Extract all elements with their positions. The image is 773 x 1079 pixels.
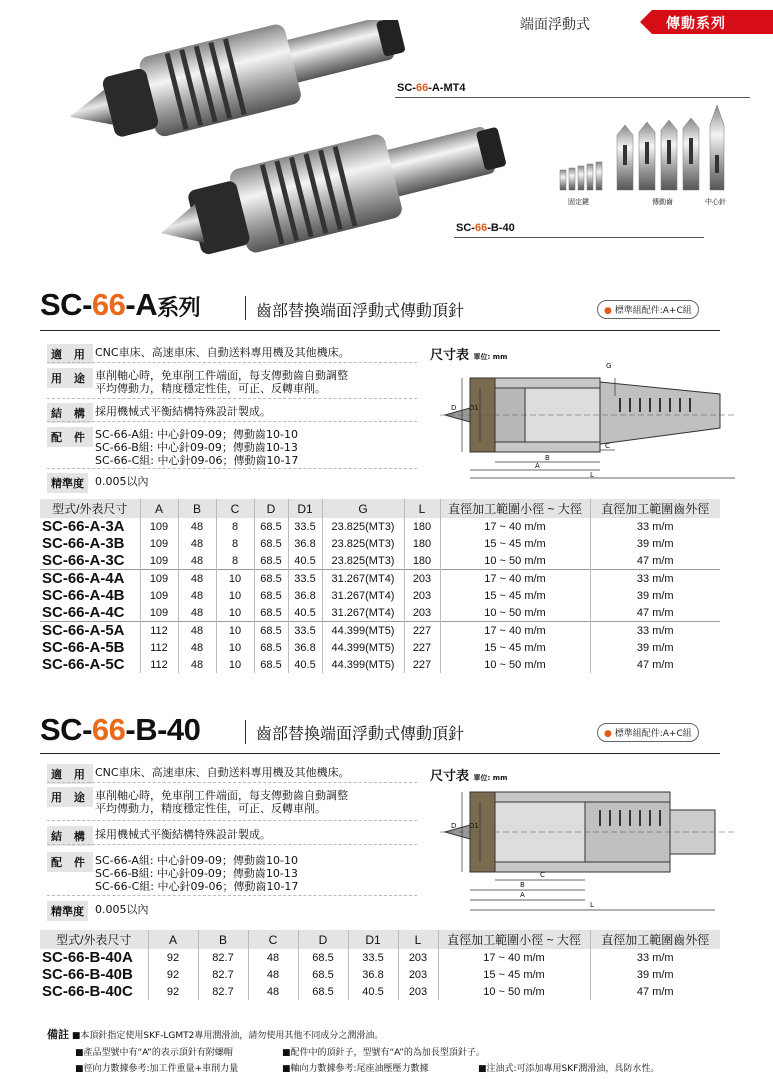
value-cell: 40.5 xyxy=(348,983,398,1000)
purpose-value: 車削軸心時，免車削工件端面，每支傳動齒自動調整 平均傳動力，精度穩定性佳，可正、反轉車削。 xyxy=(95,369,348,395)
value-cell: 48 xyxy=(178,587,216,604)
parts-photo xyxy=(555,100,740,200)
table-row xyxy=(40,639,720,656)
use-label: 適 用 xyxy=(47,344,93,364)
model-cell: SC-66-A-5A xyxy=(40,622,140,640)
model-cell: SC-66-A-4C xyxy=(40,604,140,622)
value-cell: 10 ~ 50 m/m xyxy=(440,604,590,622)
dim-label-C: C xyxy=(605,442,610,450)
value-cell: 92 xyxy=(148,966,198,983)
note-3: ■配件中的頂針子，型號有“A”的為加長型頂針子。 xyxy=(282,1048,485,1058)
section-b-title: SC-66-B-40 xyxy=(40,712,201,747)
value-cell: 227 xyxy=(404,656,440,673)
dim-label-G: G xyxy=(606,362,612,370)
value-cell: 227 xyxy=(404,622,440,640)
value-cell: 8 xyxy=(216,552,254,570)
value-cell: 33 m/m xyxy=(590,622,720,640)
part-label-key: 固定鍵 xyxy=(568,198,589,206)
model-cell: SC-66-B-40A xyxy=(40,949,148,966)
table-row xyxy=(40,604,720,622)
value-cell: 68.5 xyxy=(254,535,288,552)
photo-label-a: SC-66-A-MT4 xyxy=(397,82,466,94)
value-cell: 31.267(MT4) xyxy=(322,587,404,604)
precision-value: 0.005以內 xyxy=(95,475,149,488)
value-cell: 112 xyxy=(140,622,178,640)
precision-value: 0.005以內 xyxy=(95,903,149,916)
value-cell: 33 m/m xyxy=(636,520,674,533)
value-cell: 47 m/m xyxy=(636,606,674,619)
value-cell: 10 ~ 50 m/m xyxy=(438,983,590,1000)
value-cell: 203 xyxy=(404,570,440,588)
value-cell: 48 xyxy=(178,552,216,570)
value-cell: 15 ~ 45 m/m xyxy=(438,966,590,983)
value-cell: 68.5 xyxy=(298,966,348,983)
dim-label-D: D xyxy=(451,404,457,412)
value-cell: 203 xyxy=(398,949,438,966)
value-cell: 48 xyxy=(178,639,216,656)
precision-label: 精準度 xyxy=(47,901,88,921)
value-cell: 109 xyxy=(140,518,178,535)
value-cell: 112 xyxy=(140,639,178,656)
dim-label-B: B xyxy=(520,881,525,889)
note-1: 備註 ■本頂針指定使用SKF-LGMT2專用潤滑油，請勿使用其他不同成分之潤滑油。 xyxy=(47,1028,384,1041)
model-cell: SC-66-A-5B xyxy=(40,639,140,656)
dim-label-A: A xyxy=(520,891,525,899)
value-cell: 10 ~ 50 m/m xyxy=(440,552,590,570)
value-cell: 44.399(MT5) xyxy=(322,656,404,673)
value-cell: 10 xyxy=(216,604,254,622)
value-cell: 10 xyxy=(216,622,254,640)
value-cell: 68.5 xyxy=(298,983,348,1000)
value-cell: 180 xyxy=(404,518,440,535)
dim-label-D: D xyxy=(451,822,457,830)
table-row xyxy=(40,966,720,983)
value-cell: 39 m/m xyxy=(636,968,674,981)
value-cell: 48 xyxy=(178,656,216,673)
value-cell: 92 xyxy=(148,949,198,966)
table-row xyxy=(40,535,720,552)
value-cell: 68.5 xyxy=(254,604,288,622)
value-cell: 36.8 xyxy=(348,966,398,983)
dim-label-A: A xyxy=(535,462,540,470)
value-cell: 40.5 xyxy=(288,552,322,570)
struct-label: 結 構 xyxy=(47,403,93,423)
parts-value: SC-66-A組: 中心針09-09；傳動齒10-10 SC-66-B組: 中心針09-09；傳動齒10-13 SC-66-C組: 中心針09-06；傳動齒10-17 xyxy=(95,854,299,893)
dimension-drawing-a xyxy=(440,358,740,488)
value-cell: 33 m/m xyxy=(636,951,674,964)
section-b-rule xyxy=(40,753,720,754)
part-label-gear: 傳動齒 xyxy=(652,198,673,206)
part-label-center: 中心針 xyxy=(705,198,726,206)
use-value: CNC車床、高速車床、自動送料專用機及其他機床。 xyxy=(95,346,350,359)
struct-value: 採用機械式平衡結構特殊設計製成。 xyxy=(95,405,271,418)
divider xyxy=(47,362,417,363)
value-cell: 40.5 xyxy=(288,604,322,622)
divider xyxy=(47,820,417,821)
value-cell: 109 xyxy=(140,535,178,552)
purpose-label: 用 途 xyxy=(47,368,93,388)
title-separator xyxy=(245,720,246,744)
value-cell: 15 ~ 45 m/m xyxy=(440,535,590,552)
category-label: 端面浮動式 xyxy=(520,17,590,33)
value-cell: 48 xyxy=(178,518,216,535)
value-cell: 48 xyxy=(248,983,298,1000)
section-a-subtitle: 齒部替換端面浮動式傳動頂針 xyxy=(256,301,465,320)
section-a-rule xyxy=(40,330,720,331)
value-cell: 82.7 xyxy=(198,949,248,966)
table-row xyxy=(40,587,720,604)
dimension-title: 尺寸表 單位: mm xyxy=(430,769,508,784)
value-cell: 10 xyxy=(216,570,254,588)
value-cell: 203 xyxy=(404,604,440,622)
section-b-badge: ● 標準組配件:A+C組 xyxy=(597,723,699,742)
table-row xyxy=(40,518,720,535)
note-4: ■徑向力數據參考:加工件重量+車削力量 xyxy=(75,1064,239,1074)
section-a-badge: ● 標準組配件:A+C組 xyxy=(597,300,699,319)
value-cell: 17 ~ 40 m/m xyxy=(440,518,590,535)
value-cell: 44.399(MT5) xyxy=(322,639,404,656)
value-cell: 68.5 xyxy=(254,518,288,535)
value-cell: 109 xyxy=(140,604,178,622)
precision-label: 精準度 xyxy=(47,473,88,493)
dimension-title: 尺寸表 單位: mm xyxy=(430,348,508,363)
table-row xyxy=(40,570,720,588)
spec-table-b xyxy=(40,930,720,1000)
value-cell: 68.5 xyxy=(254,639,288,656)
product-photo xyxy=(40,20,540,290)
value-cell: 203 xyxy=(398,966,438,983)
value-cell: 10 xyxy=(216,656,254,673)
value-cell: 109 xyxy=(140,570,178,588)
value-cell: 8 xyxy=(216,535,254,552)
table-header: 型式/外表尺寸 A B C D D1 G L 直徑加工範圍小徑 ~ 大徑 直徑加工範圍齒外徑 xyxy=(40,499,720,518)
value-cell: 68.5 xyxy=(254,656,288,673)
value-cell: 227 xyxy=(404,639,440,656)
dim-label-L: L xyxy=(590,901,594,909)
parts-label: 配 件 xyxy=(47,852,93,872)
value-cell: 47 m/m xyxy=(636,985,674,998)
purpose-label: 用 途 xyxy=(47,787,93,807)
table-row xyxy=(40,552,720,570)
value-cell: 44.399(MT5) xyxy=(322,622,404,640)
value-cell: 17 ~ 40 m/m xyxy=(440,570,590,588)
divider xyxy=(47,398,417,399)
parts-label: 配 件 xyxy=(47,427,93,447)
note-5: ■軸向力數據參考:尾座油壓壓力數據 xyxy=(282,1064,429,1074)
section-a-title: SC-66-A系列 xyxy=(40,287,201,322)
dimension-drawing-b xyxy=(440,780,740,920)
model-cell: SC-66-A-3C xyxy=(40,552,140,570)
model-cell: SC-66-B-40B xyxy=(40,966,148,983)
photo-label-a-line xyxy=(395,97,750,98)
divider xyxy=(47,468,417,469)
value-cell: 33 m/m xyxy=(590,570,720,588)
value-cell: 48 xyxy=(178,622,216,640)
value-cell: 36.8 xyxy=(288,587,322,604)
value-cell: 203 xyxy=(398,983,438,1000)
model-cell: SC-66-B-40C xyxy=(40,983,148,1000)
use-label: 適 用 xyxy=(47,764,93,784)
value-cell: 33.5 xyxy=(288,518,322,535)
value-cell: 17 ~ 40 m/m xyxy=(438,949,590,966)
value-cell: 23.825(MT3) xyxy=(322,518,404,535)
model-cell: SC-66-A-4A xyxy=(40,570,140,588)
value-cell: 15 ~ 45 m/m xyxy=(440,587,590,604)
model-cell: SC-66-A-3A xyxy=(40,518,140,535)
spec-table-a xyxy=(40,499,720,673)
title-separator xyxy=(245,296,246,320)
value-cell: 17 ~ 40 m/m xyxy=(440,622,590,640)
value-cell: 68.5 xyxy=(254,552,288,570)
value-cell: 40.5 xyxy=(288,656,322,673)
value-cell: 47 m/m xyxy=(636,554,674,567)
dim-label-D1: D1 xyxy=(469,822,479,830)
model-cell: SC-66-A-4B xyxy=(40,587,140,604)
value-cell: 48 xyxy=(248,949,298,966)
value-cell: 31.267(MT4) xyxy=(322,570,404,588)
value-cell: 109 xyxy=(140,552,178,570)
photo-label-b-line xyxy=(454,237,704,238)
value-cell: 203 xyxy=(404,587,440,604)
value-cell: 82.7 xyxy=(198,966,248,983)
divider xyxy=(47,895,417,896)
table-row xyxy=(40,949,720,966)
value-cell: 23.825(MT3) xyxy=(322,552,404,570)
dim-label-L: L xyxy=(590,471,594,479)
value-cell: 33.5 xyxy=(288,570,322,588)
value-cell: 33.5 xyxy=(288,622,322,640)
value-cell: 48 xyxy=(178,535,216,552)
value-cell: 180 xyxy=(404,552,440,570)
table-row xyxy=(40,983,720,1000)
model-cell: SC-66-A-5C xyxy=(40,656,140,673)
value-cell: 10 ~ 50 m/m xyxy=(440,656,590,673)
model-cell: SC-66-A-3B xyxy=(40,535,140,552)
value-cell: 68.5 xyxy=(254,570,288,588)
value-cell: 39 m/m xyxy=(636,589,674,602)
note-6: ■注油式:可添加專用SKF潤滑油，具防水性。 xyxy=(478,1064,660,1074)
value-cell: 8 xyxy=(216,518,254,535)
note-2: ■產品型號中有“A”的表示頂針有附螺帽 xyxy=(75,1048,233,1058)
divider xyxy=(47,782,417,783)
divider xyxy=(47,844,417,845)
value-cell: 39 m/m xyxy=(636,641,674,654)
purpose-value: 車削軸心時，免車削工件端面，每支傳動齒自動調整 平均傳動力，精度穩定性佳，可正、反轉車削。 xyxy=(95,789,348,815)
value-cell: 112 xyxy=(140,656,178,673)
value-cell: 47 m/m xyxy=(636,658,674,671)
value-cell: 48 xyxy=(178,604,216,622)
value-cell: 23.825(MT3) xyxy=(322,535,404,552)
divider xyxy=(47,421,417,422)
table-row xyxy=(40,656,720,673)
value-cell: 48 xyxy=(248,966,298,983)
value-cell: 15 ~ 45 m/m xyxy=(440,639,590,656)
value-cell: 68.5 xyxy=(298,949,348,966)
value-cell: 10 xyxy=(216,587,254,604)
value-cell: 36.8 xyxy=(288,535,322,552)
photo-label-b: SC-66-B-40 xyxy=(456,222,515,234)
value-cell: 39 m/m xyxy=(636,537,674,550)
value-cell: 36.8 xyxy=(288,639,322,656)
value-cell: 10 xyxy=(216,639,254,656)
table-header: 型式/外表尺寸 A B C D D1 L 直徑加工範圍小徑 ~ 大徑 直徑加工範圍齒外徑 xyxy=(40,930,720,949)
value-cell: 180 xyxy=(404,535,440,552)
category-tab[interactable]: 傳動系列 xyxy=(652,10,773,34)
value-cell: 31.267(MT4) xyxy=(322,604,404,622)
dim-label-C: C xyxy=(540,871,545,879)
value-cell: 82.7 xyxy=(198,983,248,1000)
table-row xyxy=(40,622,720,640)
struct-label: 結 構 xyxy=(47,826,93,846)
section-b-subtitle: 齒部替換端面浮動式傳動頂針 xyxy=(256,724,465,743)
value-cell: 109 xyxy=(140,587,178,604)
use-value: CNC車床、高速車床、自動送料專用機及其他機床。 xyxy=(95,766,350,779)
dim-label-B: B xyxy=(545,454,550,462)
value-cell: 33.5 xyxy=(348,949,398,966)
value-cell: 68.5 xyxy=(254,587,288,604)
struct-value: 採用機械式平衡結構特殊設計製成。 xyxy=(95,828,271,841)
dim-label-D1: D1 xyxy=(469,404,479,412)
parts-value: SC-66-A組: 中心針09-09；傳動齒10-10 SC-66-B組: 中心針09-09；傳動齒10-13 SC-66-C組: 中心針09-06；傳動齒10-17 xyxy=(95,428,299,467)
value-cell: 92 xyxy=(148,983,198,1000)
value-cell: 48 xyxy=(178,570,216,588)
value-cell: 68.5 xyxy=(254,622,288,640)
